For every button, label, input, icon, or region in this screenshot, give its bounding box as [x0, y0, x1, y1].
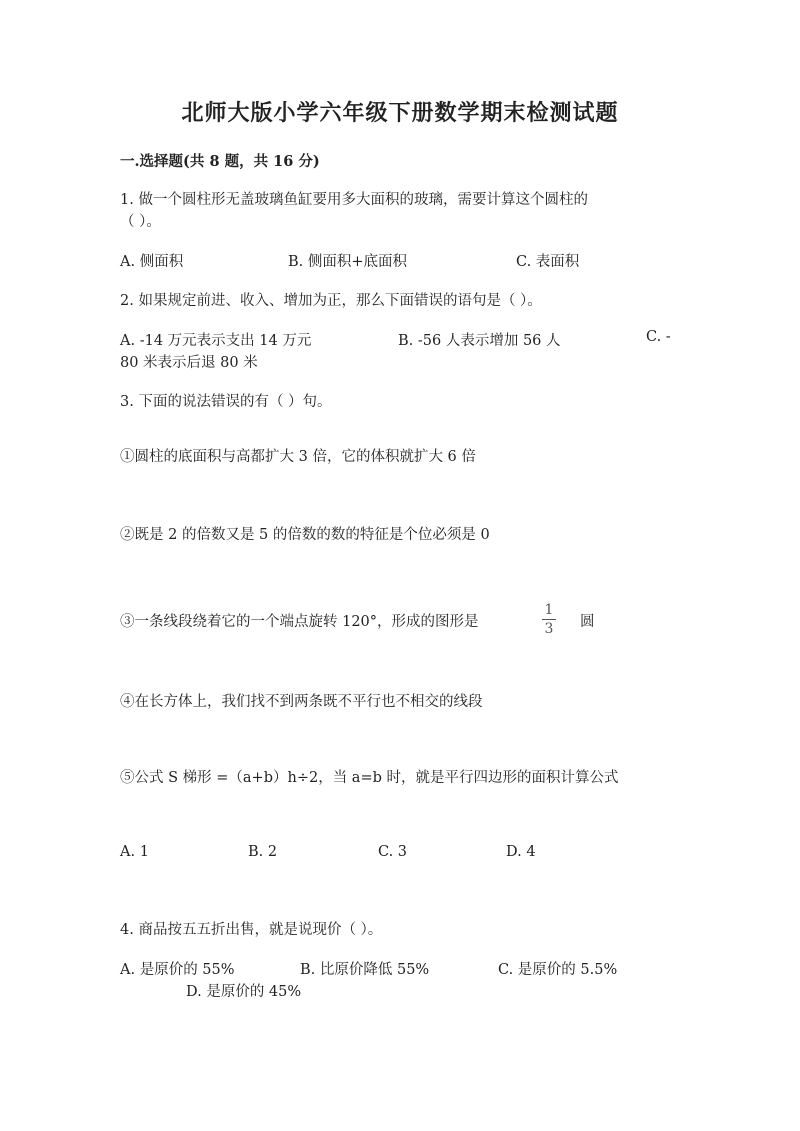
question-4-option-d: D. 是原价的 45% — [186, 984, 302, 1000]
question-4-option-a: A. 是原价的 55% — [120, 962, 235, 978]
question-2-option-c-continued: 80 米表示后退 80 米 — [120, 355, 258, 371]
fraction-denominator: 3 — [544, 621, 554, 637]
question-1-blank: （ ）。 — [120, 214, 161, 230]
question-3-text: 3. 下面的说法错误的有（ ）句。 — [120, 394, 332, 410]
question-1-option-c: C. 表面积 — [516, 254, 580, 270]
question-3-statement-1: ①圆柱的底面积与高都扩大 3 倍，它的体积就扩大 6 倍 — [120, 449, 476, 465]
question-3-statement-2: ②既是 2 的倍数又是 5 的倍数的数的特征是个位必须是 0 — [120, 527, 490, 543]
question-3-statement-3: ③一条线段绕着它的一个端点旋转 120°，形成的图形是 — [120, 614, 479, 630]
question-3-option-c: C. 3 — [378, 844, 408, 860]
question-3-option-d: D. 4 — [506, 844, 536, 860]
question-4-text: 4. 商品按五五折出售，就是说现价（ ）。 — [120, 922, 383, 938]
question-2-option-a: A. -14 万元表示支出 14 万元 — [120, 333, 312, 349]
question-2-text: 2. 如果规定前进、收入、增加为正，那么下面错误的语句是（ ）。 — [120, 293, 542, 309]
question-1-option-a: A. 侧面积 — [120, 254, 184, 270]
fraction-one-third — [542, 603, 556, 636]
question-4-option-b: B. 比原价降低 55% — [300, 962, 430, 978]
section-heading: 一.选择题(共 8 题，共 16 分) — [120, 153, 320, 170]
question-2-option-b: B. -56 人表示增加 56 人 — [398, 333, 561, 349]
question-1-option-b: B. 侧面积+底面积 — [288, 254, 408, 270]
question-3-statement-5: ⑤公式 S 梯形 =（a+b）h÷2，当 a=b 时，就是平行四边形的面积计算公式 — [120, 770, 619, 786]
question-4-option-c: C. 是原价的 5.5% — [498, 962, 618, 978]
exam-title: 北师大版小学六年级下册数学期末检测试题 — [181, 100, 619, 126]
question-3-statement-3-end: 圆 — [580, 614, 595, 630]
question-3-statement-4: ④在长方体上，我们找不到两条既不平行也不相交的线段 — [120, 694, 483, 710]
question-2-option-c: C. - — [646, 329, 671, 345]
question-1-text: 1. 做一个圆柱形无盖玻璃鱼缸要用多大面积的玻璃，需要计算这个圆柱的 — [120, 192, 588, 208]
question-3-option-b: B. 2 — [248, 844, 278, 860]
fraction-numerator: 1 — [544, 602, 554, 618]
question-3-option-a: A. 1 — [120, 844, 149, 860]
fraction-bar — [542, 619, 556, 620]
